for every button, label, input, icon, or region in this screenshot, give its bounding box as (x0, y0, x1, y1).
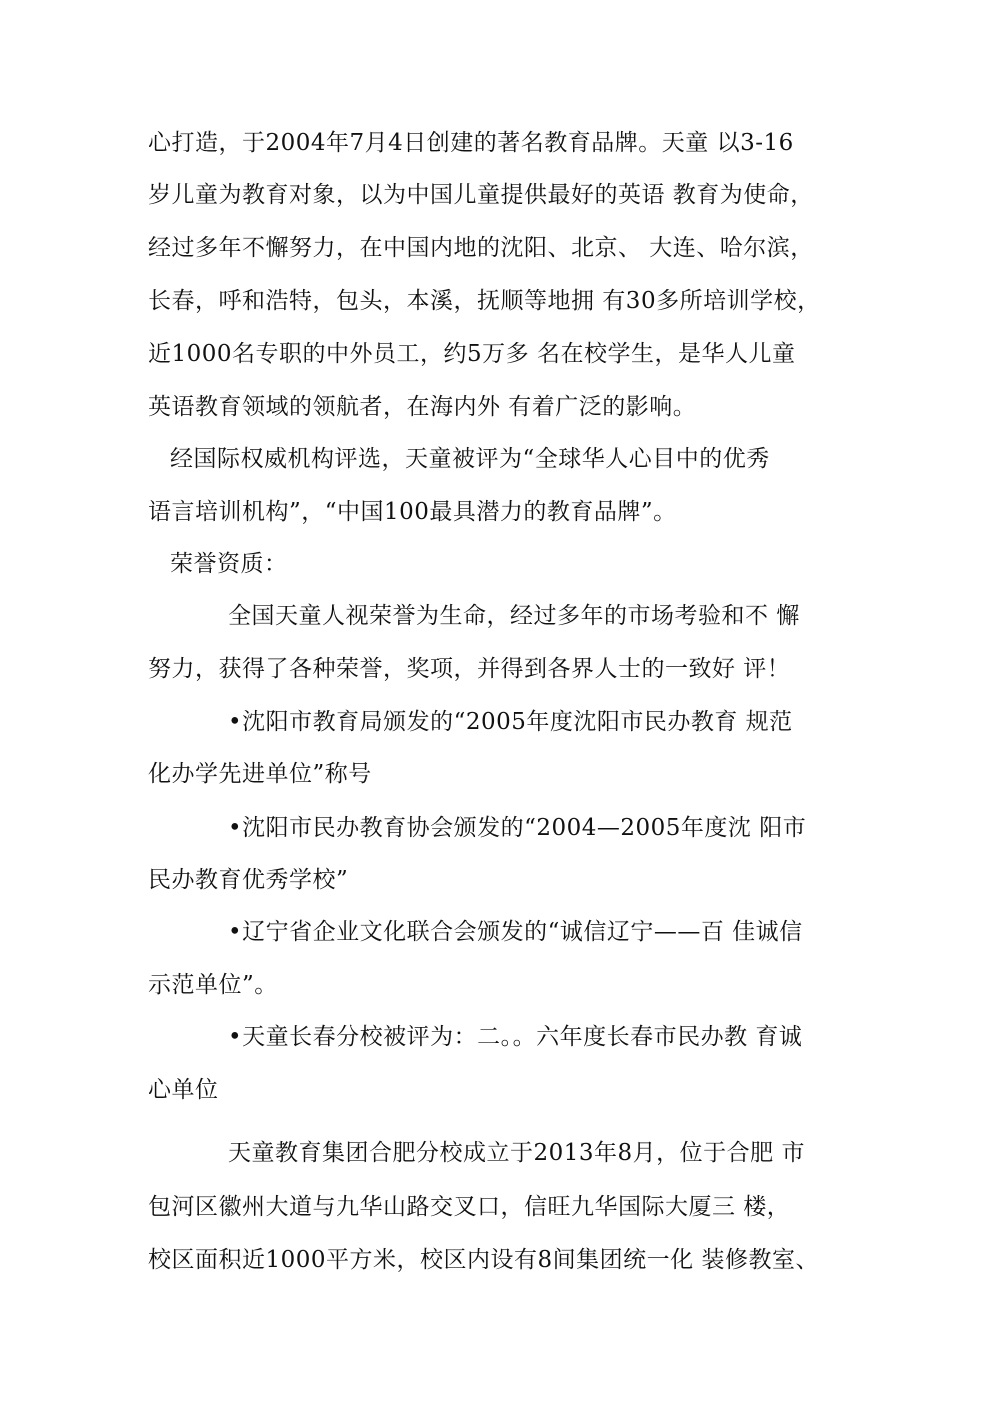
text-line-2: 岁儿童为教育对象，以为中国儿童提供最好的英语 教育为使命， (148, 182, 814, 208)
text-line-5: 近1000名专职的中外员工，约5万多 名在校学生，是华人儿童 (148, 341, 796, 367)
text-line-20: 天童教育集团合肥分校成立于2013年8月，位于合肥 市 (228, 1140, 805, 1166)
text-line-10: 全国天童人视荣誉为生命，经过多年的市场考验和不 懈 (228, 603, 800, 629)
text-line-6: 英语教育领域的领航者，在海内外 有着广泛的影响。 (148, 394, 697, 420)
text-line-8: 语言培训机构”，“中国100最具潜力的教育品牌”。 (148, 499, 677, 525)
bullet-item-1-cont: 化办学先进单位”称号 (148, 761, 372, 787)
bullet-item-4-cont: 心单位 (148, 1077, 219, 1103)
bullet-item-3-cont: 示范单位”。 (148, 972, 278, 998)
text-line-1: 心打造，于2004年7月4日创建的著名教育品牌。天童 以3-16 (148, 130, 794, 156)
text-line-11: 努力，获得了各种荣誉，奖项，并得到各界人士的一致好 评！ (148, 656, 791, 682)
text-line-3: 经过多年不懈努力，在中国内地的沈阳、北京、 大连、哈尔滨， (148, 235, 814, 261)
bullet-item-1: •沈阳市教育局颁发的“2005年度沈阳市民办教育 规范 (228, 709, 793, 735)
bullet-item-4: •天童长春分校被评为：二。。六年度长春市民办教 育诚 (228, 1024, 803, 1050)
text-line-7: 经国际权威机构评选，天童被评为“全球华人心目中的优秀 (170, 446, 770, 472)
bullet-item-2-cont: 民办教育优秀学校” (148, 867, 349, 893)
text-line-4: 长春，呼和浩特，包头，本溪，抚顺等地拥 有30多所培训学校， (148, 288, 821, 314)
section-heading-honors: 荣誉资质： (170, 551, 288, 577)
text-line-21: 包河区徽州大道与九华山路交叉口，信旺九华国际大厦三 楼， (148, 1194, 791, 1220)
bullet-item-2: •沈阳市民办教育协会颁发的“2004—2005年度沈 阳市 (228, 815, 807, 841)
bullet-item-3: •辽宁省企业文化联合会颁发的“诚信辽宁——百 佳诚信 (228, 919, 803, 945)
text-line-22: 校区面积近1000平方米，校区内设有8间集团统一化 装修教室、 (148, 1247, 819, 1273)
